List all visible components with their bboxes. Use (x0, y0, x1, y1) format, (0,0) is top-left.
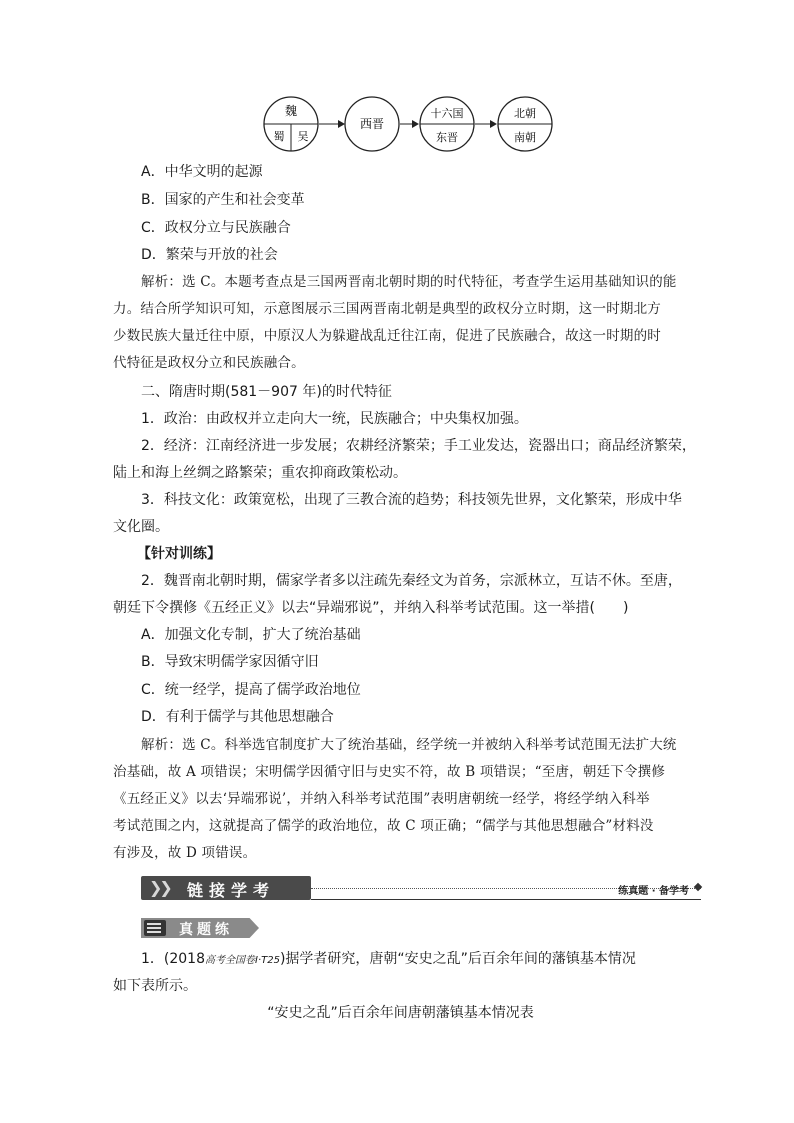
q1-option-b: B．国家的产生和社会变革 (141, 192, 305, 208)
arrow-1 (319, 120, 345, 128)
training-option-a: A．加强文化专制，扩大了统治基础 (141, 627, 361, 643)
exam-source: 高考全国卷Ⅰ·T25 (205, 955, 280, 966)
section-point: 陆上和海上丝绸之路繁荣；重农抑商政策松动。 (113, 465, 407, 481)
section-point: 1．政治：由政权并立走向大一统，民族融合；中央集权加强。 (141, 411, 528, 427)
training-question-line: 朝廷下令撰修《五经正义》以去“异端邪说”，并纳入科举考试范围。这一举措( ) (113, 600, 629, 616)
label-beichao: 北朝 (514, 107, 536, 120)
table-caption: “安史之乱”后百余年间唐朝藩镇基本情况表 (267, 1005, 534, 1021)
exam-question-line (141, 949, 716, 971)
arrow-3 (475, 120, 497, 128)
label-xijin: 西晋 (359, 117, 385, 131)
training-option-c: C．统一经学，提高了儒学政治地位 (141, 682, 361, 698)
double-chevron-icon: ❯❯ (149, 878, 170, 897)
training-option-b: B．导致宋明儒学家因循守旧 (141, 654, 319, 670)
q1-explanation-line: 解析：选 C。本题考查点是三国两晋南北朝时期的时代特征，考查学生运用基础知识的能 (141, 274, 677, 290)
sub-banner-label: 真题练 (179, 922, 233, 938)
diamond-icon (694, 883, 702, 891)
training-heading: 【针对训练】 (137, 546, 221, 562)
circle-northern-southern (498, 97, 552, 151)
section-point: 3．科技文化：政策宽松，出现了三教合流的趋势；科技领先世界，文化繁荣，形成中华 (141, 492, 682, 508)
training-explanation-line: 考试范围之内，这就提高了儒学的政治地位，故 C 项正确；“儒学与其他思想融合”材料没 (113, 818, 654, 834)
q1-option-a: A．中华文明的起源 (141, 164, 263, 180)
exam-question-prefix: 1．(2018 (141, 951, 205, 967)
circle-western-jin (345, 97, 399, 151)
banner-subtitle: 练真题 · 备学考 (618, 886, 689, 897)
q1-option-c: C．政权分立与民族融合 (141, 220, 291, 236)
exam-question-rest: )据学者研究，唐朝“安史之乱”后百余年间的藩镇基本情况 (279, 951, 636, 967)
section-banner (141, 876, 703, 902)
dynasty-flow-diagram (262, 92, 562, 156)
section-heading: 二、隋唐时期(581－907 年)的时代特征 (141, 384, 392, 400)
training-explanation-line: 治基础，故 A 项错误；宋明儒学因循守旧与史实不符，故 B 项错误；“至唐，朝廷下令撰修 (113, 764, 666, 780)
book-stack-icon (144, 920, 166, 936)
training-question-line: 2．魏晋南北朝时期，儒家学者多以注疏先秦经文为首务，宗派林立，互诘不休。至唐， (141, 573, 682, 589)
training-explanation-line: 有涉及，故 D 项错误。 (113, 845, 257, 861)
sub-banner (141, 918, 263, 940)
q1-option-d: D．繁荣与开放的社会 (141, 247, 278, 263)
section-point: 2．经济：江南经济进一步发展；农耕经济繁荣；手工业发达，瓷器出口；商品经济繁荣， (141, 438, 696, 454)
label-wu: 吴 (297, 130, 309, 143)
training-explanation-line: 解析：选 C。科举选官制度扩大了统治基础，经学统一并被纳入科举考试范围无法扩大统 (141, 737, 677, 753)
q1-explanation-line: 力。结合所学知识可知，示意图展示三国两晋南北朝是典型的政权分立时期，这一时期北方 (113, 301, 661, 317)
label-dongjin: 东晋 (436, 131, 458, 144)
label-shu: 蜀 (273, 130, 285, 143)
arrow-2 (400, 120, 419, 128)
label-nanchao: 南朝 (514, 131, 536, 144)
section-point: 文化圈。 (113, 519, 169, 535)
circle-three-kingdoms (264, 97, 318, 151)
training-option-d: D．有利于儒学与其他思想融合 (141, 709, 334, 725)
label-wei: 魏 (284, 104, 298, 118)
q1-explanation-line: 少数民族大量迁往中原，中原汉人为躲避战乱迁往江南，促进了民族融合，故这一时期的时 (113, 328, 661, 344)
training-explanation-line: 《五经正义》以去‘异端邪说’，并纳入科举考试范围”表明唐朝统一经学，将经学纳入科举 (113, 791, 650, 807)
circle-sixteen-kingdoms (420, 97, 474, 151)
banner-title: 链接学考 (187, 881, 276, 900)
banner-underline (311, 899, 701, 900)
exam-question-line2: 如下表所示。 (113, 978, 197, 994)
q1-explanation-line: 代特征是政权分立和民族融合。 (113, 355, 305, 371)
label-shiliuguo: 十六国 (430, 107, 464, 120)
